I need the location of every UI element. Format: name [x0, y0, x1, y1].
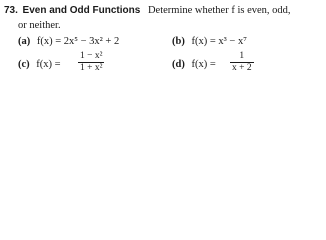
- part-c-numerator: 1 − x²: [80, 51, 103, 61]
- exercise-instruction: Determine whether f is even, odd,: [147, 5, 291, 16]
- part-d-fraction: [230, 51, 254, 74]
- part-c-label: (c): [18, 59, 30, 70]
- part-a-lhs: f(x) =: [36, 36, 62, 47]
- part-d: [172, 51, 292, 77]
- exercise-heading: Even and Odd Functions: [22, 5, 141, 16]
- part-a-expression: 2x⁵ − 3x² + 2: [63, 36, 120, 47]
- part-d-numerator: 1: [230, 51, 254, 63]
- part-c-denominator: 1 + x²: [80, 63, 103, 73]
- part-c-lhs: f(x) =: [36, 59, 61, 70]
- part-b: [172, 35, 247, 48]
- exercise-header: [4, 4, 291, 17]
- part-d-lhs: f(x) =: [191, 59, 216, 70]
- part-c: [18, 51, 148, 77]
- exercise-instruction-continued: or neither.: [18, 20, 61, 31]
- part-d-lhs-group: [172, 59, 216, 70]
- part-c-fraction: [78, 51, 104, 74]
- part-c-lhs-group: [18, 59, 61, 70]
- part-a: [18, 35, 119, 48]
- part-d-denominator: x + 2: [232, 63, 252, 73]
- part-b-lhs: f(x) =: [191, 36, 216, 47]
- part-a-label: (a): [18, 36, 31, 47]
- part-b-label: (b): [172, 36, 185, 47]
- part-b-expression: x³ − x⁷: [218, 36, 247, 47]
- exercise-number: 73.: [4, 5, 18, 16]
- part-d-label: (d): [172, 59, 185, 70]
